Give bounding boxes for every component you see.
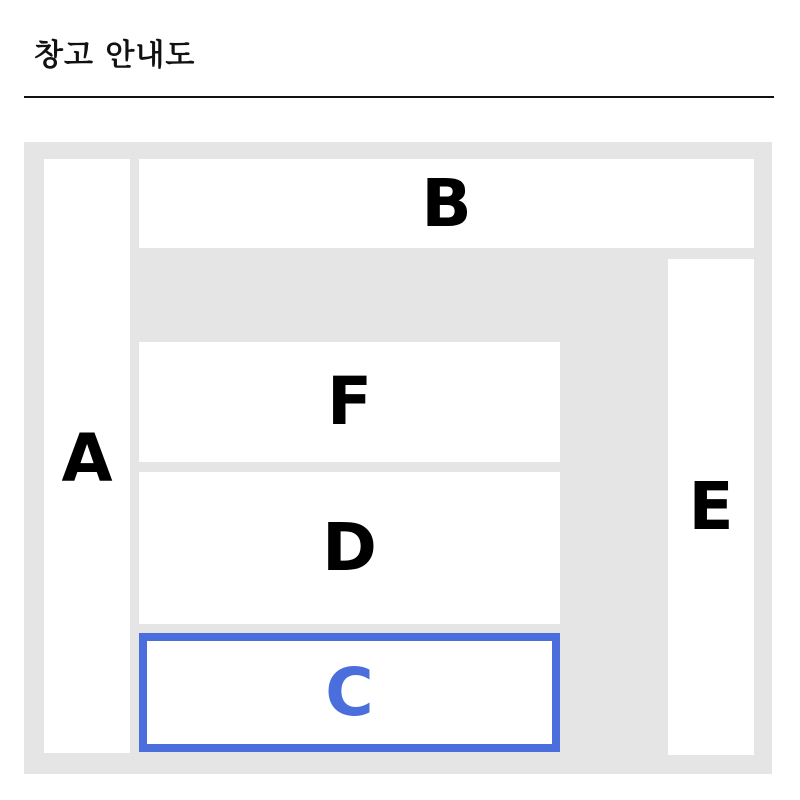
page-title: 창고 안내도 — [34, 38, 196, 73]
zone-c-label: C — [325, 653, 374, 731]
zone-f-label: F — [326, 363, 373, 440]
zone-e-label: E — [688, 468, 734, 545]
zone-a-label: A — [61, 420, 113, 497]
zone-c-highlighted[interactable] — [139, 633, 560, 752]
zone-b-label: B — [421, 164, 472, 242]
zone-d-label: D — [322, 509, 377, 586]
zone-f[interactable] — [139, 342, 560, 462]
zone-a[interactable] — [44, 159, 130, 753]
zone-d[interactable] — [139, 472, 560, 624]
title-divider — [24, 96, 774, 98]
zone-b[interactable] — [139, 159, 754, 248]
zone-e[interactable] — [668, 259, 754, 755]
